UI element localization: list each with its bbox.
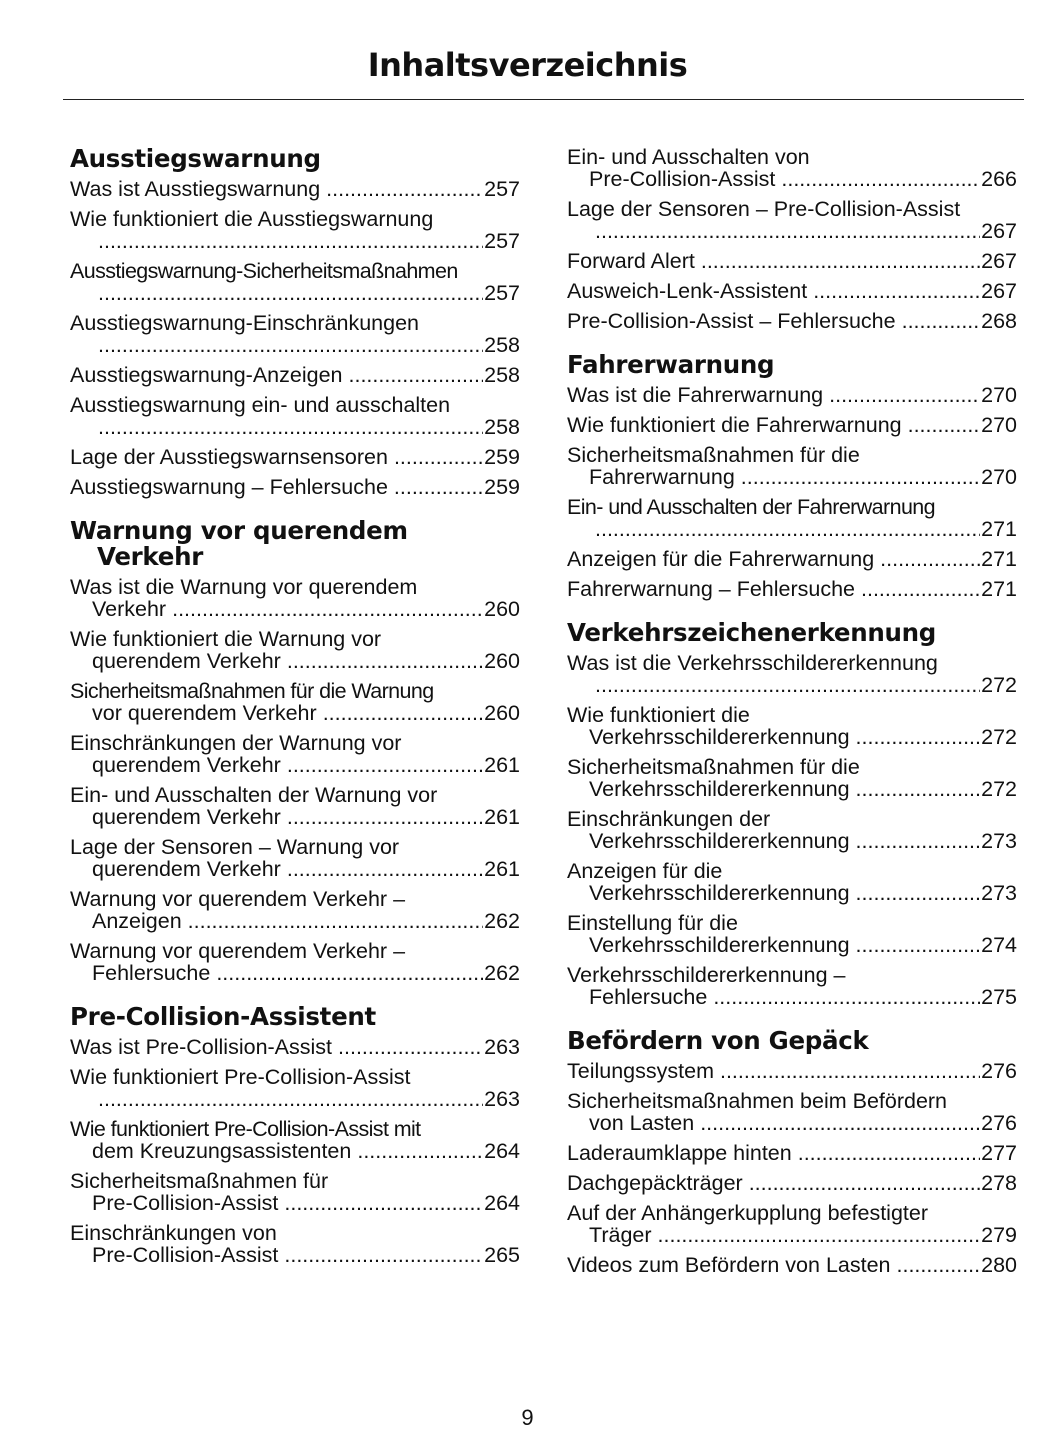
toc-entry-text: Sicherheitsmaßnahmen beim Befördern — [567, 1089, 948, 1113]
toc-entry-text: querendem Verkehr — [92, 753, 281, 777]
toc-entry-text: von Lasten — [589, 1111, 695, 1135]
section-heading-line: Fahrerwarnung — [567, 350, 775, 379]
toc-entry-text: Was ist die Verkehrsschildererkennung — [567, 651, 938, 675]
toc-entry-text: vor querendem Verkehr — [92, 701, 317, 725]
toc-page-number: 257 — [484, 281, 520, 305]
toc-page-number: 267 — [981, 219, 1017, 243]
toc-entry-text: Einschränkungen der — [567, 807, 771, 831]
toc-entry-text: Verkehrsschildererkennung — [589, 725, 850, 749]
toc-entry-text: Dachgepäckträger — [567, 1171, 743, 1195]
toc-entry-text: Anzeigen für die Fahrerwarnung — [567, 547, 875, 571]
section-heading — [70, 518, 520, 570]
toc-entry-wie-funktioniert-pre-collision-assist-mit[interactable] — [70, 1118, 520, 1162]
dot-leader — [284, 1192, 483, 1214]
toc-page-number: 271 — [981, 547, 1017, 571]
toc-entry-ein-und-ausschalten-von[interactable] — [567, 146, 1017, 190]
toc-right-column — [567, 146, 1017, 1296]
toc-page-number: 259 — [484, 475, 520, 499]
toc-page-number: 265 — [484, 1243, 520, 1267]
toc-entry-text: Was ist Ausstiegswarnung — [70, 177, 321, 201]
toc-entry-text: Ausstiegswarnung ein- und ausschalten — [70, 393, 451, 417]
dot-leader — [326, 178, 483, 200]
toc-page-number: 258 — [484, 363, 520, 387]
toc-entry-text: Fehlersuche — [589, 985, 708, 1009]
dot-leader — [902, 310, 981, 332]
toc-page-number: 257 — [484, 229, 520, 253]
toc-entry-text: Wie funktioniert die Ausstiegswarnung — [70, 207, 434, 231]
toc-page-number: 276 — [981, 1059, 1017, 1083]
dot-leader — [287, 858, 483, 880]
toc-entry-auf-der-anh-ngerkupplung-befestigter[interactable] — [567, 1202, 1017, 1246]
toc-entry-text: Sicherheitsmaßnahmen für die Warnung — [70, 679, 434, 703]
dot-leader — [595, 220, 980, 242]
toc-entry-verkehrsschildererkennung[interactable] — [567, 964, 1017, 1008]
toc-section — [70, 1004, 520, 1266]
toc-entry-text: Was ist die Warnung vor querendem — [70, 575, 418, 599]
toc-page-number: 273 — [981, 829, 1017, 853]
toc-page-number: 262 — [484, 909, 520, 933]
toc-entry-text: Pre-Collision-Assist — [589, 167, 776, 191]
dot-leader — [287, 806, 483, 828]
toc-page-number: 267 — [981, 279, 1017, 303]
toc-entry-was-ist-die-fahrerwarnung[interactable] — [567, 384, 1017, 406]
toc-entry-text: Einstellung für die — [567, 911, 738, 935]
toc-entry-text: Ausweich-Lenk-Assistent — [567, 279, 808, 303]
toc-entry-ausstiegswarnung-fehlersuche[interactable] — [70, 476, 520, 498]
dot-leader — [394, 476, 483, 498]
toc-entry-ein-und-ausschalten-der-warnung-vor[interactable] — [70, 784, 520, 828]
toc-entry-text: Laderaumklappe hinten — [567, 1141, 792, 1165]
toc-page-number: 275 — [981, 985, 1017, 1009]
toc-entry-fahrerwarnung-fehlersuche[interactable] — [567, 578, 1017, 600]
toc-entry-dachgep-cktr-ger[interactable] — [567, 1172, 1017, 1194]
toc-entry-text: querendem Verkehr — [92, 805, 281, 829]
toc-entry-text: Warnung vor querendem Verkehr – — [70, 887, 406, 911]
toc-section — [567, 1028, 1017, 1276]
section-heading — [567, 620, 1017, 646]
dot-leader — [98, 230, 483, 252]
toc-entry-text: Verkehrsschildererkennung — [589, 933, 850, 957]
toc-entry-was-ist-die-warnung-vor-querendem[interactable] — [70, 576, 520, 620]
dot-leader — [98, 334, 483, 356]
toc-left-column — [70, 146, 520, 1286]
toc-entry-laderaumklappe-hinten[interactable] — [567, 1142, 1017, 1164]
toc-entry-text: Verkehrsschildererkennung — [589, 777, 850, 801]
toc-page-number: 270 — [981, 383, 1017, 407]
toc-entry-text: Wie funktioniert die Warnung vor — [70, 627, 382, 651]
toc-entry-wie-funktioniert-pre-collision-assist[interactable] — [70, 1066, 520, 1110]
toc-entry-lage-der-ausstiegswarnsensoren[interactable] — [70, 446, 520, 468]
toc-page-number: 271 — [981, 577, 1017, 601]
dot-leader — [781, 168, 980, 190]
toc-page-number: 271 — [981, 517, 1017, 541]
toc-entry-was-ist-pre-collision-assist[interactable] — [70, 1036, 520, 1058]
dot-leader — [749, 1172, 980, 1194]
section-heading — [70, 1004, 520, 1030]
toc-page-number: 276 — [981, 1111, 1017, 1135]
toc-entry-anzeigen-f-r-die[interactable] — [567, 860, 1017, 904]
toc-entry-lage-der-sensoren-pre-collision-assist[interactable] — [567, 198, 1017, 242]
toc-entry-wie-funktioniert-die-ausstiegswarnung[interactable] — [70, 208, 520, 252]
toc-entry-text: Pre-Collision-Assist – Fehlersuche — [567, 309, 896, 333]
toc-entry-text: Wie funktioniert Pre-Collision-Assist mit — [70, 1117, 421, 1141]
dot-leader — [880, 548, 980, 570]
toc-section — [70, 146, 520, 498]
toc-entry-text: Ein- und Ausschalten der Warnung vor — [70, 783, 438, 807]
dot-leader — [701, 250, 980, 272]
toc-entry-text: Anzeigen — [92, 909, 182, 933]
dot-leader — [216, 962, 483, 984]
toc-entry-anzeigen-f-r-die-fahrerwarnung[interactable] — [567, 548, 1017, 570]
dot-leader — [856, 934, 981, 956]
toc-entry-text: Einschränkungen der Warnung vor — [70, 731, 402, 755]
toc-entry-text: Anzeigen für die — [567, 859, 723, 883]
toc-entry-text: Warnung vor querendem Verkehr – — [70, 939, 406, 963]
toc-page-number: 259 — [484, 445, 520, 469]
section-heading — [567, 1028, 1017, 1054]
toc-entry-pre-collision-assist-fehlersuche[interactable] — [567, 310, 1017, 332]
section-heading — [567, 352, 1017, 378]
toc-page-number: 262 — [484, 961, 520, 985]
toc-entry-text: Verkehrsschildererkennung — [589, 829, 850, 853]
toc-entry-videos-zum-bef-rdern-von-lasten[interactable] — [567, 1254, 1017, 1276]
toc-entry-text: Pre-Collision-Assist — [92, 1243, 279, 1267]
toc-page-number: 257 — [484, 177, 520, 201]
toc-entry-wie-funktioniert-die[interactable] — [567, 704, 1017, 748]
toc-page-number: 268 — [981, 309, 1017, 333]
dot-leader — [741, 466, 980, 488]
dot-leader — [856, 778, 981, 800]
dot-leader — [287, 754, 483, 776]
dot-leader — [861, 578, 980, 600]
toc-entry-text: Ausstiegswarnung-Anzeigen — [70, 363, 343, 387]
toc-page-number: 270 — [981, 465, 1017, 489]
toc-entry-text: Sicherheitsmaßnahmen für die — [567, 755, 860, 779]
toc-page-number: 272 — [981, 777, 1017, 801]
toc-entry-lage-der-sensoren-warnung-vor[interactable] — [70, 836, 520, 880]
toc-entry-wie-funktioniert-die-fahrerwarnung[interactable] — [567, 414, 1017, 436]
toc-page-number: 267 — [981, 249, 1017, 273]
toc-entry-wie-funktioniert-die-warnung-vor[interactable] — [70, 628, 520, 672]
section-heading-line: Befördern von Gepäck — [567, 1026, 869, 1055]
toc-entry-einschr-nkungen-der[interactable] — [567, 808, 1017, 852]
toc-page-number: 260 — [484, 597, 520, 621]
toc-entry-text: Fehlersuche — [92, 961, 211, 985]
toc-page-number: 272 — [981, 725, 1017, 749]
toc-entry-text: Lage der Sensoren – Warnung vor — [70, 835, 400, 859]
toc-entry-text: Sicherheitsmaßnahmen für — [70, 1169, 329, 1193]
page-number: 9 — [521, 1405, 534, 1430]
toc-entry-text: Was ist Pre-Collision-Assist — [70, 1035, 333, 1059]
dot-leader — [798, 1142, 980, 1164]
toc-entry-text: Fahrerwarnung — [589, 465, 735, 489]
toc-entry-text: Was ist die Fahrerwarnung — [567, 383, 824, 407]
toc-entry-text: Auf der Anhängerkupplung befestigter — [567, 1201, 928, 1225]
toc-entry-text: dem Kreuzungsassistenten — [92, 1139, 352, 1163]
dot-leader — [829, 384, 980, 406]
toc-page-number: 264 — [484, 1139, 520, 1163]
toc-page-number: 261 — [484, 805, 520, 829]
toc-page-number: 274 — [981, 933, 1017, 957]
toc-entry-einschr-nkungen-von[interactable] — [70, 1222, 520, 1266]
toc-section — [567, 352, 1017, 600]
toc-entry-text: Sicherheitsmaßnahmen für die — [567, 443, 860, 467]
toc-page-number: 270 — [981, 413, 1017, 437]
toc-entry-forward-alert[interactable] — [567, 250, 1017, 272]
dot-leader — [98, 416, 483, 438]
toc-entry-teilungssystem[interactable] — [567, 1060, 1017, 1082]
toc-page-number: 266 — [981, 167, 1017, 191]
dot-leader — [658, 1224, 981, 1246]
section-heading-line: Verkehr — [97, 542, 203, 571]
section-heading-line: Warnung vor querendem — [70, 516, 408, 545]
section-heading-line: Verkehrszeichenerkennung — [567, 618, 937, 647]
toc-page-number: 260 — [484, 649, 520, 673]
toc-section — [70, 518, 520, 984]
toc-entry-ausstiegswarnung-einschr-nkungen[interactable] — [70, 312, 520, 356]
title-divider — [63, 99, 1024, 100]
toc-entry-text: Forward Alert — [567, 249, 695, 273]
toc-page-number: 279 — [981, 1223, 1017, 1247]
toc-entry-sicherheitsma-nahmen-f-r-die-warnung[interactable] — [70, 680, 520, 724]
dot-leader — [287, 650, 483, 672]
dot-leader — [856, 830, 981, 852]
dot-leader — [284, 1244, 483, 1266]
dot-leader — [595, 518, 980, 540]
toc-entry-text: Ein- und Ausschalten der Fahrerwarnung — [567, 495, 936, 519]
toc-entry-text: Verkehr — [92, 597, 167, 621]
dot-leader — [323, 702, 483, 724]
section-heading — [70, 146, 520, 172]
dot-leader — [856, 726, 981, 748]
toc-entry-ausstiegswarnung-anzeigen[interactable] — [70, 364, 520, 386]
dot-leader — [349, 364, 484, 386]
toc-page-number: 264 — [484, 1191, 520, 1215]
toc-section — [567, 620, 1017, 1008]
toc-entry-text: Wie funktioniert die — [567, 703, 750, 727]
dot-leader — [813, 280, 980, 302]
dot-leader — [856, 882, 981, 904]
toc-entry-sicherheitsma-nahmen-f-r-die[interactable] — [567, 756, 1017, 800]
toc-entry-text: querendem Verkehr — [92, 649, 281, 673]
toc-entry-text: Ausstiegswarnung-Sicherheitsmaßnahmen — [70, 259, 458, 283]
dot-leader — [897, 1254, 981, 1276]
toc-entry-text: Teilungssystem — [567, 1059, 714, 1083]
toc-page-number: 260 — [484, 701, 520, 725]
toc-entry-ausweich-lenk-assistent[interactable] — [567, 280, 1017, 302]
toc-entry-ausstiegswarnung-ein-und-ausschalten[interactable] — [70, 394, 520, 438]
dot-leader — [188, 910, 483, 932]
toc-entry-text: Wie funktioniert die Fahrerwarnung — [567, 413, 902, 437]
toc-entry-text: Verkehrsschildererkennung — [589, 881, 850, 905]
toc-page-number: 273 — [981, 881, 1017, 905]
toc-page-number: 278 — [981, 1171, 1017, 1195]
toc-entry-warnung-vor-querendem-verkehr[interactable] — [70, 888, 520, 932]
toc-entry-text: Fahrerwarnung – Fehlersuche — [567, 577, 856, 601]
dot-leader — [700, 1112, 980, 1134]
toc-entry-sicherheitsma-nahmen-f-r[interactable] — [70, 1170, 520, 1214]
toc-entry-ein-und-ausschalten-der-fahrerwarnung[interactable] — [567, 496, 1017, 540]
toc-page-number: 258 — [484, 333, 520, 357]
toc-page-number: 277 — [981, 1141, 1017, 1165]
toc-entry-text: Ausstiegswarnung-Einschränkungen — [70, 311, 419, 335]
toc-page-number: 280 — [981, 1253, 1017, 1277]
toc-page-number: 258 — [484, 415, 520, 439]
toc-entry-text: Lage der Ausstiegswarnsensoren — [70, 445, 388, 469]
toc-entry-text: Pre-Collision-Assist — [92, 1191, 279, 1215]
dot-leader — [394, 446, 483, 468]
toc-page-number: 263 — [484, 1035, 520, 1059]
toc-entry-text: Lage der Sensoren – Pre-Collision-Assist — [567, 197, 961, 221]
toc-entry-text: Videos zum Befördern von Lasten — [567, 1253, 891, 1277]
toc-entry-text: Einschränkungen von — [70, 1221, 277, 1245]
toc-entry-sicherheitsma-nahmen-beim-bef-rdern[interactable] — [567, 1090, 1017, 1134]
toc-entry-text: Ausstiegswarnung – Fehlersuche — [70, 475, 388, 499]
dot-leader — [172, 598, 483, 620]
toc-entry-text: Ein- und Ausschalten von — [567, 145, 810, 169]
dot-leader — [595, 674, 980, 696]
toc-section — [567, 146, 1017, 332]
toc-page-number: 272 — [981, 673, 1017, 697]
toc-entry-einschr-nkungen-der-warnung-vor[interactable] — [70, 732, 520, 776]
toc-page-number: 263 — [484, 1087, 520, 1111]
toc-entry-sicherheitsma-nahmen-f-r-die[interactable] — [567, 444, 1017, 488]
dot-leader — [98, 282, 483, 304]
toc-page-number: 261 — [484, 857, 520, 881]
toc-entry-einstellung-f-r-die[interactable] — [567, 912, 1017, 956]
dot-leader — [713, 986, 980, 1008]
dot-leader — [720, 1060, 980, 1082]
dot-leader — [908, 414, 981, 436]
dot-leader — [357, 1140, 483, 1162]
toc-entry-warnung-vor-querendem-verkehr[interactable] — [70, 940, 520, 984]
toc-entry-ausstiegswarnung-sicherheitsma-nahmen[interactable] — [70, 260, 520, 304]
section-heading-line: Pre-Collision-Assistent — [70, 1002, 376, 1031]
toc-entry-text: Verkehrsschildererkennung – — [567, 963, 846, 987]
toc-page-number: 261 — [484, 753, 520, 777]
toc-entry-text: querendem Verkehr — [92, 857, 281, 881]
page-title: Inhaltsverzeichnis — [367, 46, 688, 84]
section-heading-line: Ausstiegswarnung — [70, 144, 321, 173]
toc-entry-text: Träger — [589, 1223, 652, 1247]
dot-leader — [98, 1088, 483, 1110]
dot-leader — [338, 1036, 483, 1058]
toc-entry-was-ist-die-verkehrsschildererkennung[interactable] — [567, 652, 1017, 696]
toc-entry-text: Wie funktioniert Pre-Collision-Assist — [70, 1065, 411, 1089]
toc-entry-was-ist-ausstiegswarnung[interactable] — [70, 178, 520, 200]
